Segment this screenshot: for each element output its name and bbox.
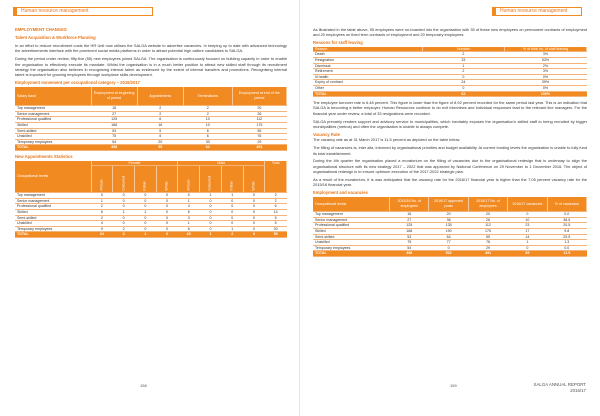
column-header: White: [156, 166, 178, 193]
table-cell: 10: [183, 117, 232, 123]
table-cell: 0: [200, 209, 222, 215]
row-label: Resignation: [313, 57, 422, 63]
table-cell: 55: [265, 232, 287, 238]
column-header: Salary band: [15, 87, 91, 106]
table-cell: 0: [134, 226, 156, 232]
table-cell: 5: [265, 215, 287, 221]
table-cell: 0: [200, 226, 222, 232]
table-cell: 23: [178, 232, 200, 238]
table-cell: 190: [429, 229, 468, 235]
table-title: Reasons for staff leaving: [313, 40, 363, 46]
table-cell: 175: [232, 123, 286, 129]
column-header: % of total no. of staff leaving: [504, 47, 586, 52]
page-number: 159: [450, 383, 457, 388]
table-cell: 0: [134, 204, 156, 210]
table-cell: 6: [91, 209, 113, 215]
table-cell: 36: [429, 217, 468, 223]
column-header: Coloured: [200, 166, 222, 193]
employment-movement-table: [15, 87, 287, 151]
table-cell: 135: [429, 223, 468, 229]
table-cell: 2: [137, 106, 183, 112]
paragraph: During the 4th quarter the organisation placed a moratorium on the filling of vacancies due to the organisational redesign that is underway to align the organisational structure with its new strategy 2017 – 2022 that was approved by National Conference on 29 November to 1 December 2016. The object of organisational redesign is to ensure optimum execution of the 2017-2022 strategic plan.: [313, 158, 587, 175]
row-label: Dismissal: [313, 63, 422, 69]
table-cell: 30: [183, 139, 232, 145]
table-cell: 0: [243, 226, 265, 232]
table-cell: 0: [113, 215, 135, 221]
table-title: Employment movement per occupational category – 2016/2017: [15, 80, 140, 86]
table-cell: 100%: [504, 91, 586, 97]
table-title: Employment and vacancies: [313, 190, 368, 196]
table-cell: 125: [390, 223, 429, 229]
table-cell: 0: [221, 209, 243, 215]
column-header: Indian: [221, 166, 243, 193]
table-cell: 38.5: [547, 217, 586, 223]
table-cell: 0: [429, 245, 468, 251]
table-cell: 0: [156, 226, 178, 232]
table-cell: 27: [91, 111, 137, 117]
total-row: [15, 145, 287, 151]
subheading: Vacancy Rate: [313, 131, 341, 137]
table-body: [15, 193, 287, 238]
row-label: Skilled: [313, 229, 390, 235]
table-cell: 29: [232, 139, 286, 145]
table-cell: 3: [113, 232, 135, 238]
table-cell: 2: [183, 111, 232, 117]
table-cell: 3: [178, 215, 200, 221]
section-header: Human resource management: [492, 7, 582, 16]
section-heading: EMPLOYMENT CHANGES: [15, 27, 67, 32]
paragraph: As a result of the moratorium, it is was anticipated that the vacancy rate for the 2016/17 financial year is higher than the 7.05 percent vacancy rate for the 2015/16 financial year.: [313, 176, 587, 188]
table-body: [313, 212, 587, 257]
table-cell: 0: [200, 221, 222, 227]
table-cell: 5: [265, 221, 287, 227]
right-column: [313, 27, 587, 260]
table-cell: 20: [265, 226, 287, 232]
table-cell: 0: [134, 215, 156, 221]
row-label: Skilled: [15, 123, 91, 129]
row-label: Expiry of contract: [313, 80, 422, 86]
table-cell: 53: [390, 234, 429, 240]
table-cell: 64: [429, 234, 468, 240]
table-cell: 76: [232, 134, 286, 140]
row-label: Skilled: [15, 209, 91, 215]
table-cell: 0%: [504, 85, 586, 91]
table-cell: 16: [137, 123, 183, 129]
page-number: 158: [140, 383, 147, 388]
table-cell: 2: [113, 226, 135, 232]
column-header: Coloured: [113, 166, 135, 193]
table-cell: 4: [178, 204, 200, 210]
table-cell: 0: [134, 198, 156, 204]
column-header: Employment at end of the period: [232, 87, 286, 106]
column-header: Female: [91, 161, 178, 166]
row-label: Ill health: [313, 74, 422, 80]
table-cell: 20: [232, 106, 286, 112]
table-cell: 0: [134, 193, 156, 199]
table-cell: 0: [243, 221, 265, 227]
column-header: Employment at beginning of period: [91, 87, 137, 106]
total-row: [15, 232, 287, 238]
table-cell: 1: [508, 240, 547, 246]
column-header: Total: [265, 161, 287, 193]
table-cell: 1: [134, 209, 156, 215]
table-cell: 0: [156, 198, 178, 204]
row-label: Professional qualified: [15, 117, 91, 123]
table-cell: 1: [221, 193, 243, 199]
column-header: African: [91, 166, 113, 193]
table-cell: 5: [137, 134, 183, 140]
column-header: Occupational levels: [313, 197, 390, 212]
row-label: Senior management: [15, 198, 91, 204]
row-label: TOTAL: [15, 145, 91, 151]
table-cell: 0: [156, 204, 178, 210]
column-header: Reason: [313, 47, 422, 52]
column-header: Male: [178, 161, 265, 166]
table-cell: 1: [200, 232, 222, 238]
column-header: 2016/17 approved posts: [429, 197, 468, 212]
table-cell: 2: [221, 232, 243, 238]
table-cell: 20: [468, 212, 507, 218]
section-header: Human resource management: [13, 7, 153, 16]
table-cell: 23: [508, 223, 547, 229]
table-cell: 33: [422, 57, 504, 63]
table-cell: 20: [429, 212, 468, 218]
table-cell: 0: [134, 221, 156, 227]
table-cell: 0: [243, 204, 265, 210]
table-cell: 6: [178, 209, 200, 215]
table-cell: 75: [390, 240, 429, 246]
row-label: Semi-skilled: [15, 215, 91, 221]
paragraph: The employee turnover rate is 6.48 percent. This figure is lower than the figure of 8.92 percent recorded for the same period last year. This is an indication that SALGA is becoming a better employer. Human Resources continue to do exit interviews and individual responses lead to the relevant line managers. For the financial year under review, a total of 33 resignations were recorded.: [313, 100, 587, 116]
column-header: Occupational levels: [15, 161, 91, 193]
table-cell: 75: [91, 134, 137, 140]
table-cell: 3%: [504, 52, 586, 58]
table-cell: 0: [508, 212, 547, 218]
table-cell: 20: [137, 139, 183, 145]
table-cell: 0: [243, 193, 265, 199]
row-label: TOTAL: [313, 251, 390, 257]
row-label: Unskilled: [15, 134, 91, 140]
column-header: 2016/17 No. of employees: [468, 197, 507, 212]
table-cell: 26: [468, 217, 507, 223]
table-cell: 125: [91, 117, 137, 123]
table-cell: 62: [183, 145, 232, 151]
table-cell: 0: [422, 74, 504, 80]
table-cell: 29: [468, 245, 507, 251]
table-cell: 2: [265, 193, 287, 199]
table-cell: 1: [422, 63, 504, 69]
paragraph: SALGA primarily renders support and advisory service to municipalities, which inevitably exposes the organisation's skilled staff to being recruited by bigger municipalities (metros) and often the organisation is unable to always compete.: [313, 118, 587, 129]
table-cell: 1: [200, 193, 222, 199]
table-cell: 0.0: [547, 212, 586, 218]
table-cell: 25.5: [547, 234, 586, 240]
table-cell: 0: [113, 204, 135, 210]
table-cell: 53: [91, 128, 137, 134]
right-page: [300, 0, 600, 416]
table-cell: 2: [91, 204, 113, 210]
column-header: 2015/16 No. of employees: [390, 197, 429, 212]
column-header: Indian: [134, 166, 156, 193]
table-cell: 65: [508, 251, 547, 257]
staff-leaving-table: [313, 47, 587, 97]
table-cell: 1: [113, 209, 135, 215]
table-cell: 4: [91, 221, 113, 227]
table-cell: 10: [508, 217, 547, 223]
column-header: % of vacancies: [547, 197, 586, 212]
column-header: Terminations: [183, 87, 232, 106]
row-label: Semi-skilled: [313, 234, 390, 240]
paragraph: During the period under review, fifty-five (55) new employees joined SALGA. The organisation is continuously focused on building capacity in order to enable the organisation to effectively execute its mandate. Whilst the organisation is in a much better position to attract new skilled staff through its recruitment strategy the organisation also believes in recognising internal talent as evidenced by the extent of internal transfers and promotions. Recognising internal talent is important for growing employees through workplace skills development.: [15, 56, 287, 78]
table-cell: 39%: [504, 80, 586, 86]
table-cell: 175: [468, 229, 507, 235]
table-body: [313, 52, 587, 97]
row-label: TOTAL: [15, 232, 91, 238]
table-cell: 0: [156, 209, 178, 215]
table-cell: 77: [429, 240, 468, 246]
table-cell: 54: [91, 139, 137, 145]
table-cell: 20.5: [547, 223, 586, 229]
table-cell: 9.8: [547, 229, 586, 235]
table-cell: 1: [134, 232, 156, 238]
table-cell: 16: [390, 212, 429, 218]
table-cell: 53%: [504, 57, 586, 63]
table-cell: 0: [221, 198, 243, 204]
table-cell: 0.0: [547, 245, 586, 251]
table-cell: 0: [200, 198, 222, 204]
left-column: [15, 27, 287, 241]
table-cell: 0: [156, 221, 178, 227]
row-label: Professional qualified: [15, 204, 91, 210]
paragraph: As illustrated in the table above, 55 employees were on-boarded into the organisation with 35 of these new employees on permanent contracts of employment and 20 employees on fixed term contracts of employment and 20 temporary employees.: [313, 27, 587, 38]
table-cell: 6: [137, 117, 183, 123]
row-label: Top management: [15, 193, 91, 199]
table-cell: 1: [91, 198, 113, 204]
table-cell: 14: [265, 209, 287, 215]
table-cell: 62: [422, 91, 504, 97]
table-cell: 18: [91, 106, 137, 112]
row-label: Professional qualified: [313, 223, 390, 229]
row-label: Temporary employees: [15, 139, 91, 145]
table-cell: 76: [468, 240, 507, 246]
table-cell: 1: [221, 226, 243, 232]
table-cell: 1: [178, 198, 200, 204]
table-cell: 17: [508, 229, 547, 235]
table-cell: 5: [137, 128, 183, 134]
table-cell: 2%: [504, 63, 586, 69]
row-label: Unskilled: [15, 221, 91, 227]
row-label: Senior management: [313, 217, 390, 223]
footer-year: 2016/17: [570, 387, 586, 393]
table-cell: 1.3: [547, 240, 586, 246]
column-header: 2016/17 vacancies: [508, 197, 547, 212]
table-cell: 0: [221, 204, 243, 210]
table-cell: 11.5: [547, 251, 586, 257]
new-appointments-table: [15, 161, 287, 238]
row-label: Top management: [15, 106, 91, 112]
table-cell: 0: [508, 245, 547, 251]
table-cell: 0: [113, 198, 135, 204]
table-cell: 9: [91, 226, 113, 232]
table-cell: 0: [243, 215, 265, 221]
table-cell: 168: [390, 229, 429, 235]
table-cell: 0: [156, 193, 178, 199]
table-cell: 0: [113, 193, 135, 199]
table-cell: 54: [390, 245, 429, 251]
table-cell: 26: [232, 111, 286, 117]
table-cell: 0%: [504, 74, 586, 80]
row-label: Death: [313, 52, 422, 58]
total-row: [313, 251, 587, 257]
table-cell: 168: [91, 123, 137, 129]
row-label: Senior management: [15, 111, 91, 117]
table-cell: 0: [422, 85, 504, 91]
row-label: Temporary employees: [15, 226, 91, 232]
table-cell: 0: [178, 193, 200, 199]
table-body: [15, 106, 287, 151]
table-cell: 0: [221, 215, 243, 221]
table-cell: 24: [422, 80, 504, 86]
paragraph: In an effort to reduce recruitment costs the HR Unit now utilises the SALGA website to advertise vacancies. In keeping up to date with advanced technology the advertisements interface with the prominent social media platforms in order to attract potential high calibre candidates to SALGA.: [15, 43, 287, 54]
table-title: New Appointments Statistics: [15, 154, 73, 159]
table-cell: 0: [113, 221, 135, 227]
table-cell: 27: [390, 217, 429, 223]
table-cell: 0: [156, 215, 178, 221]
table-cell: 2: [422, 69, 504, 75]
paragraph: The filling of vacancies is, inter alia, informed by organisational priorities and budget availability. At current funding levels the organisation is unable to fully fund its total establishment.: [313, 145, 587, 156]
row-label: Temporary employees: [313, 245, 390, 251]
table-cell: 55: [137, 145, 183, 151]
row-label: Retirement: [313, 69, 422, 75]
table-cell: 1: [178, 221, 200, 227]
footer-title: SALGA ANNUAL REPORT: [533, 382, 586, 387]
table-cell: 0: [243, 232, 265, 238]
table-cell: 491: [468, 251, 507, 257]
table-cell: 2: [137, 111, 183, 117]
table-cell: 2: [422, 52, 504, 58]
report-footer: [534, 382, 586, 393]
table-cell: 14: [508, 234, 547, 240]
row-label: Top management: [313, 212, 390, 218]
table-cell: 2: [91, 215, 113, 221]
column-header: White: [243, 166, 265, 193]
total-row: [313, 91, 587, 97]
table-cell: 55: [468, 234, 507, 240]
row-label: Other: [313, 85, 422, 91]
table-cell: 0: [243, 198, 265, 204]
table-cell: 112: [232, 117, 286, 123]
table-cell: 55: [232, 128, 286, 134]
table-cell: 0: [156, 232, 178, 238]
table-cell: 498: [390, 251, 429, 257]
row-label: TOTAL: [313, 91, 422, 97]
column-header: Appointments: [137, 87, 183, 106]
row-label: Semi-skilled: [15, 128, 91, 134]
table-cell: 10: [183, 123, 232, 129]
table-cell: 8: [178, 226, 200, 232]
table-cell: 0: [221, 221, 243, 227]
table-cell: 6: [183, 134, 232, 140]
table-cell: 2: [265, 198, 287, 204]
table-cell: 0: [91, 193, 113, 199]
table-cell: 3%: [504, 69, 586, 75]
table-cell: 522: [429, 251, 468, 257]
employment-vacancies-table: [313, 197, 587, 257]
column-header: African: [178, 166, 200, 193]
subheading: Talent Acquisition & Workforce Planning: [15, 35, 96, 41]
table-cell: 6: [265, 204, 287, 210]
table-cell: 498: [91, 145, 137, 151]
column-header: Number: [422, 47, 504, 52]
table-cell: 0: [243, 209, 265, 215]
table-cell: 0: [200, 215, 222, 221]
table-cell: 24: [91, 232, 113, 238]
table-cell: 6: [183, 128, 232, 134]
row-label: Unskilled: [313, 240, 390, 246]
paragraph: The vacancy rate as at 31 March 2017 is 11.5 percent as depicted on the table below.: [313, 137, 461, 143]
table-cell: 0: [200, 204, 222, 210]
table-cell: 112: [468, 223, 507, 229]
table-cell: 491: [232, 145, 286, 151]
table-cell: 2: [183, 106, 232, 112]
